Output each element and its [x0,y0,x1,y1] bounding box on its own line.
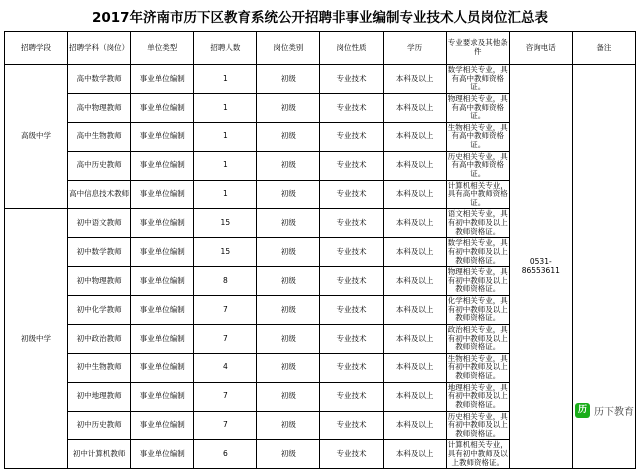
cell-subject: 初中地理教师 [68,382,131,411]
cell-count: 1 [194,180,257,209]
cell-post-type: 初级 [257,122,320,151]
cell-post-nature: 专业技术 [320,267,383,296]
cell-subject: 初中计算机教师 [68,440,131,469]
col-phone: 咨询电话 [509,32,572,65]
cell-post-type: 初级 [257,209,320,238]
cell-stage: 高级中学 [5,65,68,209]
cell-subject: 初中数学教师 [68,238,131,267]
cell-requirements: 生物相关专业，具有高中教师资格证。 [446,122,509,151]
cell-education: 本科及以上 [383,267,446,296]
cell-post-nature: 专业技术 [320,238,383,267]
recruitment-table [4,31,636,469]
watermark [575,403,634,418]
cell-post-type: 初级 [257,353,320,382]
cell-education: 本科及以上 [383,296,446,325]
cell-education: 本科及以上 [383,180,446,209]
cell-post-type: 初级 [257,238,320,267]
cell-education: 本科及以上 [383,209,446,238]
cell-post-type: 初级 [257,267,320,296]
cell-post-nature: 专业技术 [320,180,383,209]
cell-requirements: 计算机相关专业，具有高中教师资格证。 [446,180,509,209]
cell-requirements: 地理相关专业，具有初中教师及以上教师资格证。 [446,382,509,411]
cell-post-nature: 专业技术 [320,65,383,94]
cell-stage: 初级中学 [5,209,68,469]
cell-requirements: 化学相关专业，具有初中教师及以上教师资格证。 [446,296,509,325]
col-count: 招聘人数 [194,32,257,65]
cell-post-type: 初级 [257,296,320,325]
cell-post-type: 初级 [257,93,320,122]
cell-post-nature: 专业技术 [320,440,383,469]
cell-post-nature: 专业技术 [320,93,383,122]
cell-post-type: 初级 [257,324,320,353]
cell-subject: 高中信息技术教师 [68,180,131,209]
cell-post-nature: 专业技术 [320,353,383,382]
cell-subject: 初中生物教师 [68,353,131,382]
cell-requirements: 计算机相关专业，具有初中教师及以上教师资格证。 [446,440,509,469]
cell-unit-type: 事业单位编制 [131,382,194,411]
cell-requirements: 数学相关专业，具有高中教师资格证。 [446,65,509,94]
cell-education: 本科及以上 [383,238,446,267]
cell-requirements: 政治相关专业，具有初中教师及以上教师资格证。 [446,324,509,353]
cell-subject: 高中物理教师 [68,93,131,122]
cell-post-type: 初级 [257,151,320,180]
cell-subject: 高中历史教师 [68,151,131,180]
cell-requirements: 物理相关专业，具有初中教师及以上教师资格证。 [446,267,509,296]
page-title: 2017年济南市历下区教育系统公开招聘非事业编制专业技术人员岗位汇总表 [91,10,549,26]
cell-education: 本科及以上 [383,324,446,353]
cell-count: 7 [194,411,257,440]
cell-subject: 高中数学教师 [68,65,131,94]
table-row [5,65,636,94]
cell-education: 本科及以上 [383,382,446,411]
cell-unit-type: 事业单位编制 [131,324,194,353]
cell-requirements: 数学相关专业，具有初中教师及以上教师资格证。 [446,238,509,267]
cell-requirements: 历史相关专业，具有高中教师资格证。 [446,151,509,180]
cell-count: 1 [194,151,257,180]
cell-education: 本科及以上 [383,93,446,122]
cell-subject: 初中化学教师 [68,296,131,325]
cell-unit-type: 事业单位编制 [131,93,194,122]
cell-unit-type: 事业单位编制 [131,151,194,180]
col-post-nature: 岗位性质 [320,32,383,65]
cell-count: 7 [194,382,257,411]
cell-education: 本科及以上 [383,122,446,151]
cell-post-nature: 专业技术 [320,296,383,325]
cell-post-nature: 专业技术 [320,324,383,353]
cell-requirements: 历史相关专业，具有初中教师及以上教师资格证。 [446,411,509,440]
header-row [5,32,636,65]
cell-subject: 初中历史教师 [68,411,131,440]
cell-unit-type: 事业单位编制 [131,353,194,382]
cell-unit-type: 事业单位编制 [131,65,194,94]
watermark-label: 历下教育 [594,407,634,418]
cell-unit-type: 事业单位编制 [131,296,194,325]
cell-post-nature: 专业技术 [320,209,383,238]
col-remark: 备注 [572,32,635,65]
cell-count: 1 [194,93,257,122]
cell-post-nature: 专业技术 [320,122,383,151]
cell-subject: 高中生物教师 [68,122,131,151]
cell-unit-type: 事业单位编制 [131,238,194,267]
cell-unit-type: 事业单位编制 [131,411,194,440]
cell-subject: 初中语文教师 [68,209,131,238]
table-header [5,32,636,65]
cell-unit-type: 事业单位编制 [131,180,194,209]
cell-unit-type: 事业单位编制 [131,440,194,469]
col-subject: 招聘学科（岗位） [68,32,131,65]
cell-post-type: 初级 [257,382,320,411]
col-education: 学历 [383,32,446,65]
col-post-type: 岗位类别 [257,32,320,65]
cell-education: 本科及以上 [383,151,446,180]
cell-count: 1 [194,65,257,94]
col-unit-type: 单位类型 [131,32,194,65]
cell-post-type: 初级 [257,65,320,94]
cell-post-nature: 专业技术 [320,151,383,180]
cell-requirements: 生物相关专业，具有初中教师及以上教师资格证。 [446,353,509,382]
cell-phone: 0531- 86553611 [509,65,572,469]
col-stage: 招聘学段 [5,32,68,65]
watermark-logo-icon: 历 [575,403,590,418]
table-body [5,65,636,469]
cell-unit-type: 事业单位编制 [131,209,194,238]
col-requirements: 专业要求及其他条件 [446,32,509,65]
cell-count: 15 [194,209,257,238]
cell-education: 本科及以上 [383,353,446,382]
cell-requirements: 物理相关专业，具有高中教师资格证。 [446,93,509,122]
cell-unit-type: 事业单位编制 [131,267,194,296]
cell-subject: 初中政治教师 [68,324,131,353]
cell-unit-type: 事业单位编制 [131,122,194,151]
cell-post-nature: 专业技术 [320,382,383,411]
cell-education: 本科及以上 [383,65,446,94]
cell-post-type: 初级 [257,411,320,440]
cell-count: 8 [194,267,257,296]
cell-post-nature: 专业技术 [320,411,383,440]
cell-count: 4 [194,353,257,382]
cell-subject: 初中物理教师 [68,267,131,296]
cell-post-type: 初级 [257,440,320,469]
cell-count: 6 [194,440,257,469]
cell-education: 本科及以上 [383,440,446,469]
cell-count: 7 [194,296,257,325]
cell-count: 7 [194,324,257,353]
cell-post-type: 初级 [257,180,320,209]
cell-education: 本科及以上 [383,411,446,440]
cell-count: 1 [194,122,257,151]
cell-requirements: 语文相关专业，具有初中教师及以上教师资格证。 [446,209,509,238]
cell-count: 15 [194,238,257,267]
